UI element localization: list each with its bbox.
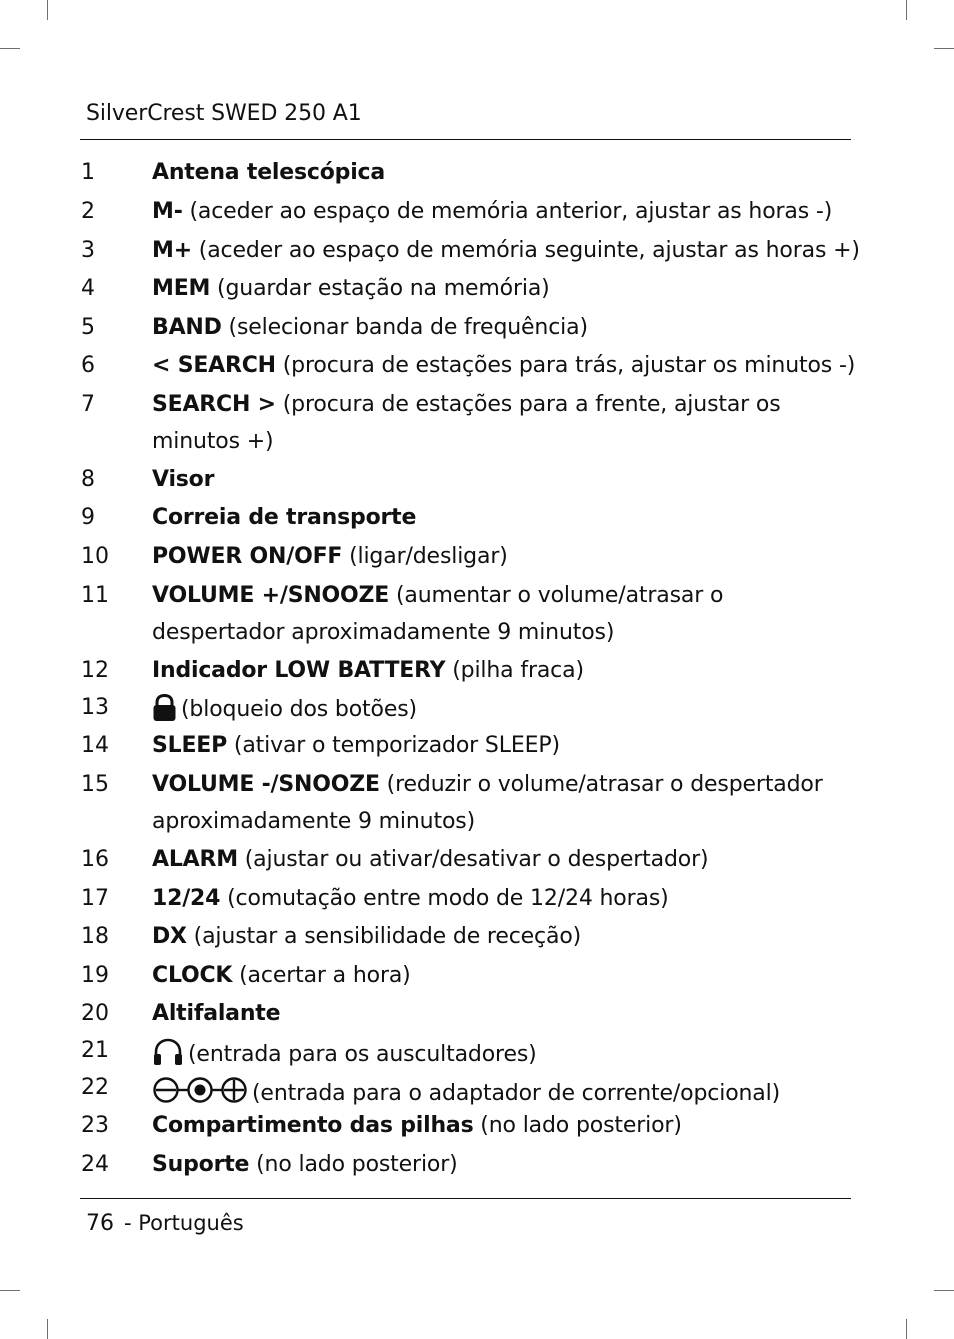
item-label: SEARCH >: [152, 392, 276, 417]
item-number: 21: [81, 1038, 109, 1063]
item-label: ALARM: [152, 847, 238, 872]
item-description: [152, 885, 669, 913]
item-label: VOLUME -/SNOOZE: [152, 772, 380, 797]
item-number: 20: [81, 1001, 109, 1026]
item-number: 23: [81, 1113, 109, 1138]
item-description: [152, 275, 550, 303]
item-detail: (aceder ao espaço de memória anterior, ajustar as horas -): [182, 199, 833, 224]
item-number: 2: [81, 199, 95, 224]
item-detail: (guardar estação na memória): [210, 276, 550, 301]
item-description: [152, 1151, 458, 1179]
item-description: [152, 314, 588, 342]
item-number: 9: [81, 505, 95, 530]
item-detail-continuation: despertador aproximadamente 9 minutos): [152, 620, 615, 645]
item-description: [152, 543, 508, 571]
page-header-title: SilverCrest SWED 250 A1: [86, 101, 362, 126]
item-description: [152, 352, 855, 380]
item-description: [152, 1074, 780, 1114]
item-label: Indicador LOW BATTERY: [152, 658, 446, 683]
item-label: Suporte: [152, 1152, 250, 1177]
item-number: 12: [81, 658, 109, 683]
item-label: Correia de transporte: [152, 505, 417, 530]
item-number: 17: [81, 886, 109, 911]
page-footer: [86, 1209, 244, 1238]
item-label: Compartimento das pilhas: [152, 1113, 474, 1138]
item-label: POWER ON/OFF: [152, 544, 343, 569]
item-label: M+: [152, 238, 192, 263]
item-description: [152, 694, 417, 730]
item-number: 18: [81, 924, 109, 949]
item-description: [152, 923, 581, 951]
item-detail: (ajustar ou ativar/desativar o despertador): [237, 847, 709, 872]
item-detail-continuation: minutos +): [152, 429, 274, 454]
item-label: Altifalante: [152, 1001, 281, 1026]
item-detail: (reduzir o volume/atrasar o despertador: [379, 772, 823, 797]
item-description: [152, 962, 411, 990]
item-number: 19: [81, 963, 109, 988]
item-number: 13: [81, 695, 109, 720]
dc-polarity-icon: [152, 1074, 248, 1114]
item-label: CLOCK: [152, 963, 233, 988]
item-number: 16: [81, 847, 109, 872]
item-description: [152, 466, 214, 494]
item-detail: (aumentar o volume/atrasar o: [389, 583, 724, 608]
item-description: [152, 159, 385, 187]
item-detail: (no lado posterior): [249, 1152, 458, 1177]
item-number: 14: [81, 733, 109, 758]
item-number: 22: [81, 1075, 109, 1100]
item-detail: (no lado posterior): [473, 1113, 682, 1138]
item-number: 1: [81, 160, 95, 185]
item-detail: (ativar o temporizador SLEEP): [227, 733, 560, 758]
item-detail: (acertar a hora): [232, 963, 411, 988]
item-label: BAND: [152, 315, 222, 340]
item-number: 8: [81, 467, 95, 492]
item-description: [152, 771, 823, 799]
item-description: [152, 1112, 682, 1140]
item-label: Visor: [152, 467, 215, 492]
item-label: M-: [152, 199, 183, 224]
headphones-icon: [152, 1037, 184, 1075]
item-description: [152, 732, 560, 760]
item-number: 15: [81, 772, 109, 797]
item-label: < SEARCH: [152, 353, 276, 378]
item-description: [152, 504, 416, 532]
item-label: MEM: [152, 276, 211, 301]
item-detail: (bloqueio dos botões): [181, 697, 417, 722]
item-detail-continuation: aproximadamente 9 minutos): [152, 809, 475, 834]
item-label: VOLUME +/SNOOZE: [152, 583, 390, 608]
item-number: 11: [81, 583, 109, 608]
item-detail: (entrada para os auscultadores): [188, 1042, 537, 1067]
item-description: [152, 1037, 537, 1075]
item-detail: (aceder ao espaço de memória seguinte, ajustar as horas +): [191, 238, 860, 263]
item-description: [152, 237, 860, 265]
lock-icon: [152, 694, 177, 730]
item-description: [152, 657, 584, 685]
item-label: Antena telescópica: [152, 160, 386, 185]
item-description: [152, 582, 723, 610]
item-number: 6: [81, 353, 95, 378]
item-label: 12/24: [152, 886, 221, 911]
item-detail: (ajustar a sensibilidade de receção): [186, 924, 582, 949]
item-number: 3: [81, 238, 95, 263]
item-detail: (entrada para o adaptador de corrente/opcional): [252, 1081, 781, 1106]
item-detail: (procura de estações para a frente, ajustar os: [275, 392, 781, 417]
item-description: [152, 391, 781, 419]
item-detail: (ligar/desligar): [342, 544, 508, 569]
item-label: DX: [152, 924, 187, 949]
item-label: SLEEP: [152, 733, 228, 758]
item-detail: (procura de estações para trás, ajustar os minutos -): [275, 353, 856, 378]
item-number: 10: [81, 544, 109, 569]
item-number: 7: [81, 392, 95, 417]
item-detail: (comutação entre modo de 12/24 horas): [220, 886, 669, 911]
footer-language: - Português: [124, 1211, 244, 1235]
item-number: 4: [81, 276, 95, 301]
item-detail: (selecionar banda de frequência): [221, 315, 588, 340]
item-number: 5: [81, 315, 95, 340]
item-number: 24: [81, 1152, 109, 1177]
page-number: 76: [86, 1211, 114, 1236]
footer-rule: [80, 1198, 851, 1199]
item-description: [152, 198, 832, 226]
item-description: [152, 846, 708, 874]
item-description: [152, 1000, 280, 1028]
item-detail: (pilha fraca): [445, 658, 584, 683]
